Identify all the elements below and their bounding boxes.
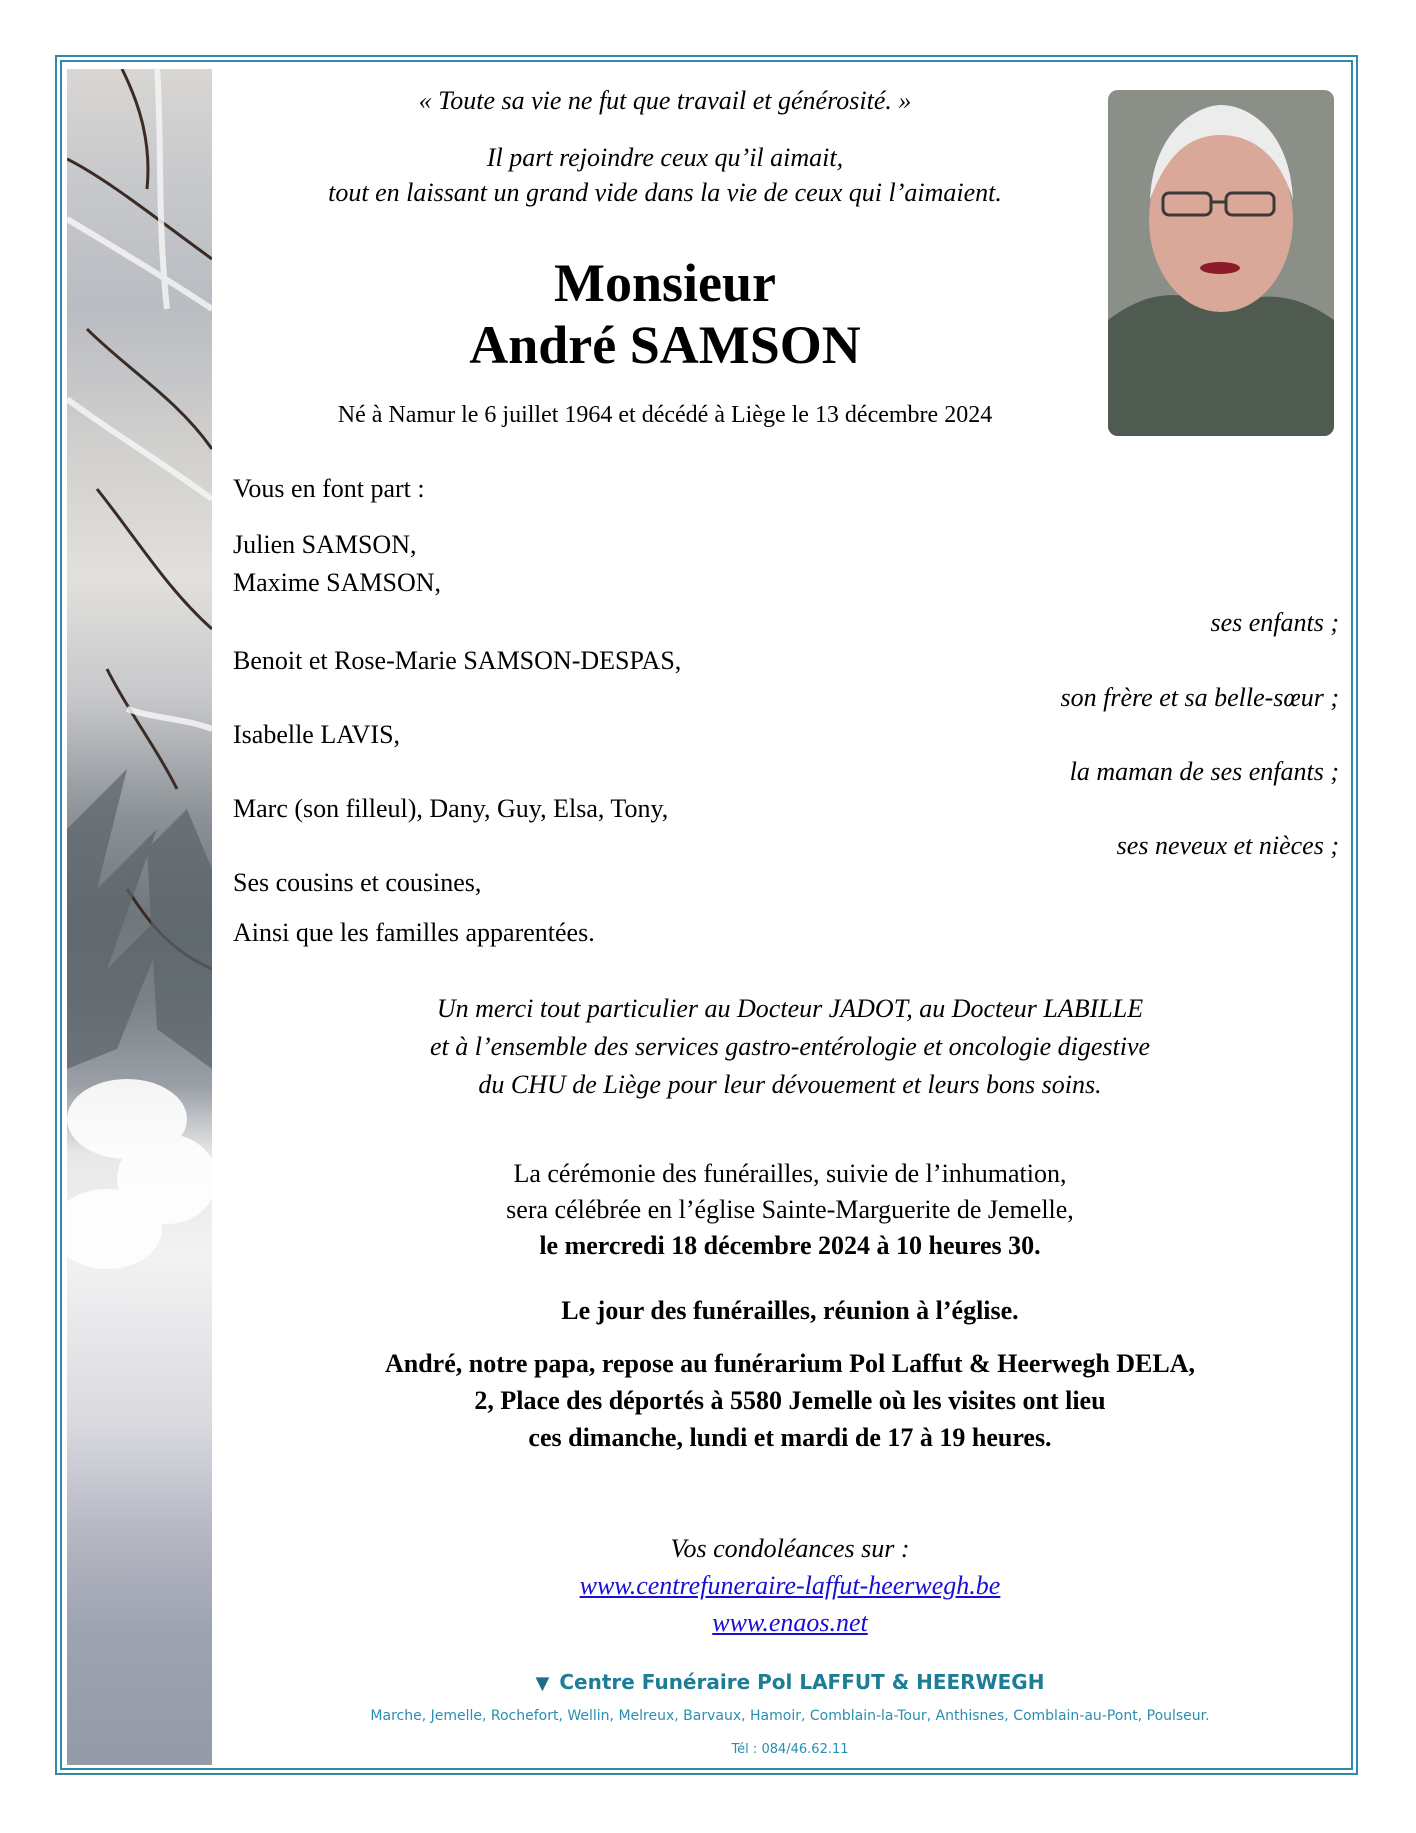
ceremony-line: La cérémonie des funérailles, suivie de l’inhumation, [513, 1159, 1067, 1188]
family-relation: ses neveux et nièces ; [1116, 831, 1339, 860]
epitaph-line: Il part rejoindre ceux qu’il aimait, [486, 143, 844, 172]
family-relation: ses enfants ; [1210, 608, 1339, 637]
repose-line: 2, Place des déportés à 5580 Jemelle où les visites ont lieu [474, 1386, 1106, 1415]
funeral-center-link[interactable]: www.centrefuneraire-laffut-heerwegh.be [579, 1571, 1001, 1600]
birth-death-dates: Né à Namur le 6 juillet 1964 et décédé à Liège le 13 décembre 2024 [337, 402, 993, 428]
family-relation: son frère et sa belle-sœur ; [1060, 683, 1339, 712]
ceremony-line: sera célébrée en l’église Sainte-Marguerite de Jemelle, [506, 1195, 1074, 1224]
enaos-link[interactable]: www.enaos.net [712, 1608, 868, 1637]
related-families: Ainsi que les familles apparentées. [233, 918, 595, 947]
quote: « Toute sa vie ne fut que travail et générosité. » [418, 86, 912, 115]
winter-trees-image [67, 69, 212, 1765]
family-name: Maxime SAMSON, [233, 568, 442, 597]
brand-name: Centre Funéraire Pol LAFFUT & HEERWEGH [559, 1670, 1045, 1694]
portrait-photo [1108, 90, 1334, 436]
epitaph-line: tout en laissant un grand vide dans la vie de ceux qui l’aimaient. [328, 178, 1002, 207]
cousins: Ses cousins et cousines, [233, 868, 482, 897]
thanks-line: du CHU de Liège pour leur dévouement et leurs bons soins. [478, 1070, 1102, 1099]
family-name: Isabelle LAVIS, [233, 720, 401, 749]
repose-line: ces dimanche, lundi et mardi de 17 à 19 heures. [528, 1423, 1052, 1452]
thanks-line: et à l’ensemble des services gastro-entérologie et oncologie digestive [429, 1032, 1151, 1061]
epitaph [225, 140, 1105, 210]
deceased-name-block [225, 252, 1105, 376]
ceremony-date: le mercredi 18 décembre 2024 à 10 heures 30. [539, 1231, 1041, 1260]
thanks-line: Un merci tout particulier au Docteur JADOT, au Docteur LABILLE [436, 994, 1144, 1023]
footer-towns: Marche, Jemelle, Rochefort, Wellin, Melreux, Barvaux, Hamoir, Comblain-la-Tour, Anthisnes, Comblain-au-Pont, Poulseur. [370, 1708, 1210, 1724]
family-relation: la maman de ses enfants ; [1069, 757, 1339, 786]
repose-block [260, 1345, 1320, 1456]
honorific: Monsieur [554, 253, 776, 313]
family-name: Benoit et Rose-Marie SAMSON-DESPAS, [233, 646, 682, 675]
intro: Vous en font part : [233, 474, 425, 503]
footer-phone: Tél : 084/46.62.11 [731, 1742, 849, 1757]
footer-brand [260, 1670, 1320, 1694]
condolences-label: Vos condoléances sur : [670, 1534, 910, 1563]
family-name: Julien SAMSON, [233, 530, 417, 559]
triangle-down-icon: ▼ [535, 1673, 550, 1694]
ceremony-block [260, 1156, 1320, 1264]
repose-line: André, notre papa, repose au funérarium Pol Laffut & Heerwegh DELA, [384, 1349, 1196, 1378]
condolences-block [260, 1530, 1320, 1641]
family-name: Marc (son filleul), Dany, Guy, Elsa, Tony, [233, 794, 669, 823]
deceased-name: André SAMSON [469, 315, 861, 375]
thanks-block [260, 990, 1320, 1104]
reunion: Le jour des funérailles, réunion à l’église. [561, 1296, 1019, 1325]
